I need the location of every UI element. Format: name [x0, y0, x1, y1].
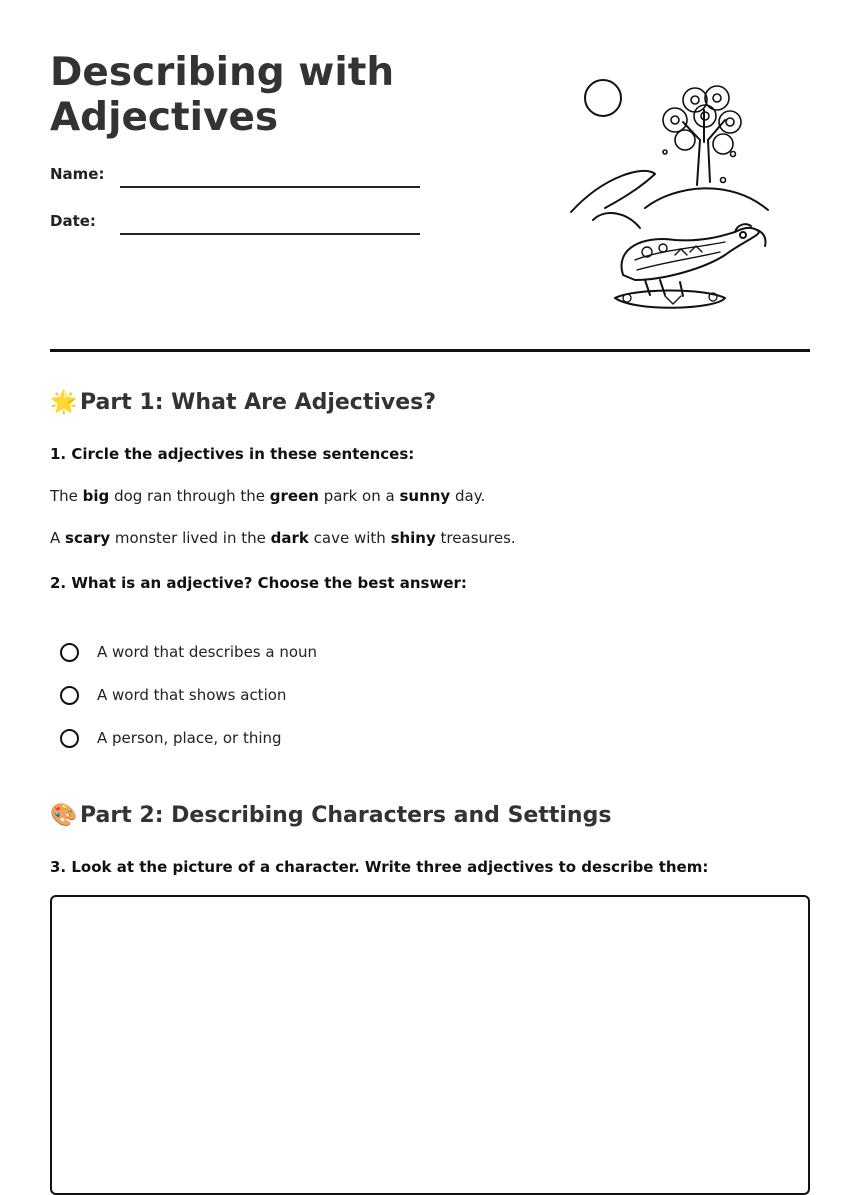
- date-field[interactable]: [120, 233, 420, 235]
- option-label: A word that describes a noun: [97, 643, 318, 661]
- adjective-word[interactable]: scary: [65, 529, 111, 547]
- sentence-1: The big dog ran through the green park on a sunny day.: [50, 487, 486, 505]
- option-label: A word that shows action: [97, 686, 287, 704]
- header-divider: [50, 349, 810, 352]
- adjective-word[interactable]: dark: [270, 529, 309, 547]
- page-title: Describing with Adjectives: [50, 50, 395, 140]
- sentence-2: A scary monster lived in the dark cave with shiny treasures.: [50, 529, 516, 547]
- adjective-word[interactable]: big: [82, 487, 110, 505]
- tree-hill-bird-illustration: [565, 70, 795, 320]
- adjective-word[interactable]: sunny: [399, 487, 451, 505]
- date-label: Date:: [50, 212, 96, 230]
- adjective-word[interactable]: green: [269, 487, 319, 505]
- radio-button[interactable]: [60, 686, 79, 705]
- question-3: 3. Look at the picture of a character. Write three adjectives to describe them:: [50, 858, 709, 876]
- palette-icon: 🎨: [50, 803, 78, 828]
- adjective-word[interactable]: shiny: [390, 529, 436, 547]
- worksheet-page: [50, 0, 810, 1161]
- star-icon: 🌟: [50, 390, 78, 415]
- question-1: 1. Circle the adjectives in these sentences:: [50, 445, 415, 463]
- answer-option-thing[interactable]: [60, 726, 282, 750]
- part1-heading: [50, 389, 436, 417]
- part2-heading-text: Part 2: Describing Characters and Settings: [80, 803, 612, 828]
- part1-heading-text: Part 1: What Are Adjectives?: [80, 390, 437, 415]
- answer-option-action[interactable]: [60, 683, 286, 707]
- name-field[interactable]: [120, 186, 420, 188]
- radio-button[interactable]: [60, 729, 79, 748]
- answer-box[interactable]: [50, 895, 810, 1195]
- question-2: 2. What is an adjective? Choose the best answer:: [50, 574, 467, 592]
- answer-option-noun[interactable]: [60, 640, 317, 664]
- radio-button[interactable]: [60, 643, 79, 662]
- part2-heading: [50, 802, 611, 830]
- option-label: A person, place, or thing: [97, 729, 282, 747]
- name-label: Name:: [50, 165, 105, 183]
